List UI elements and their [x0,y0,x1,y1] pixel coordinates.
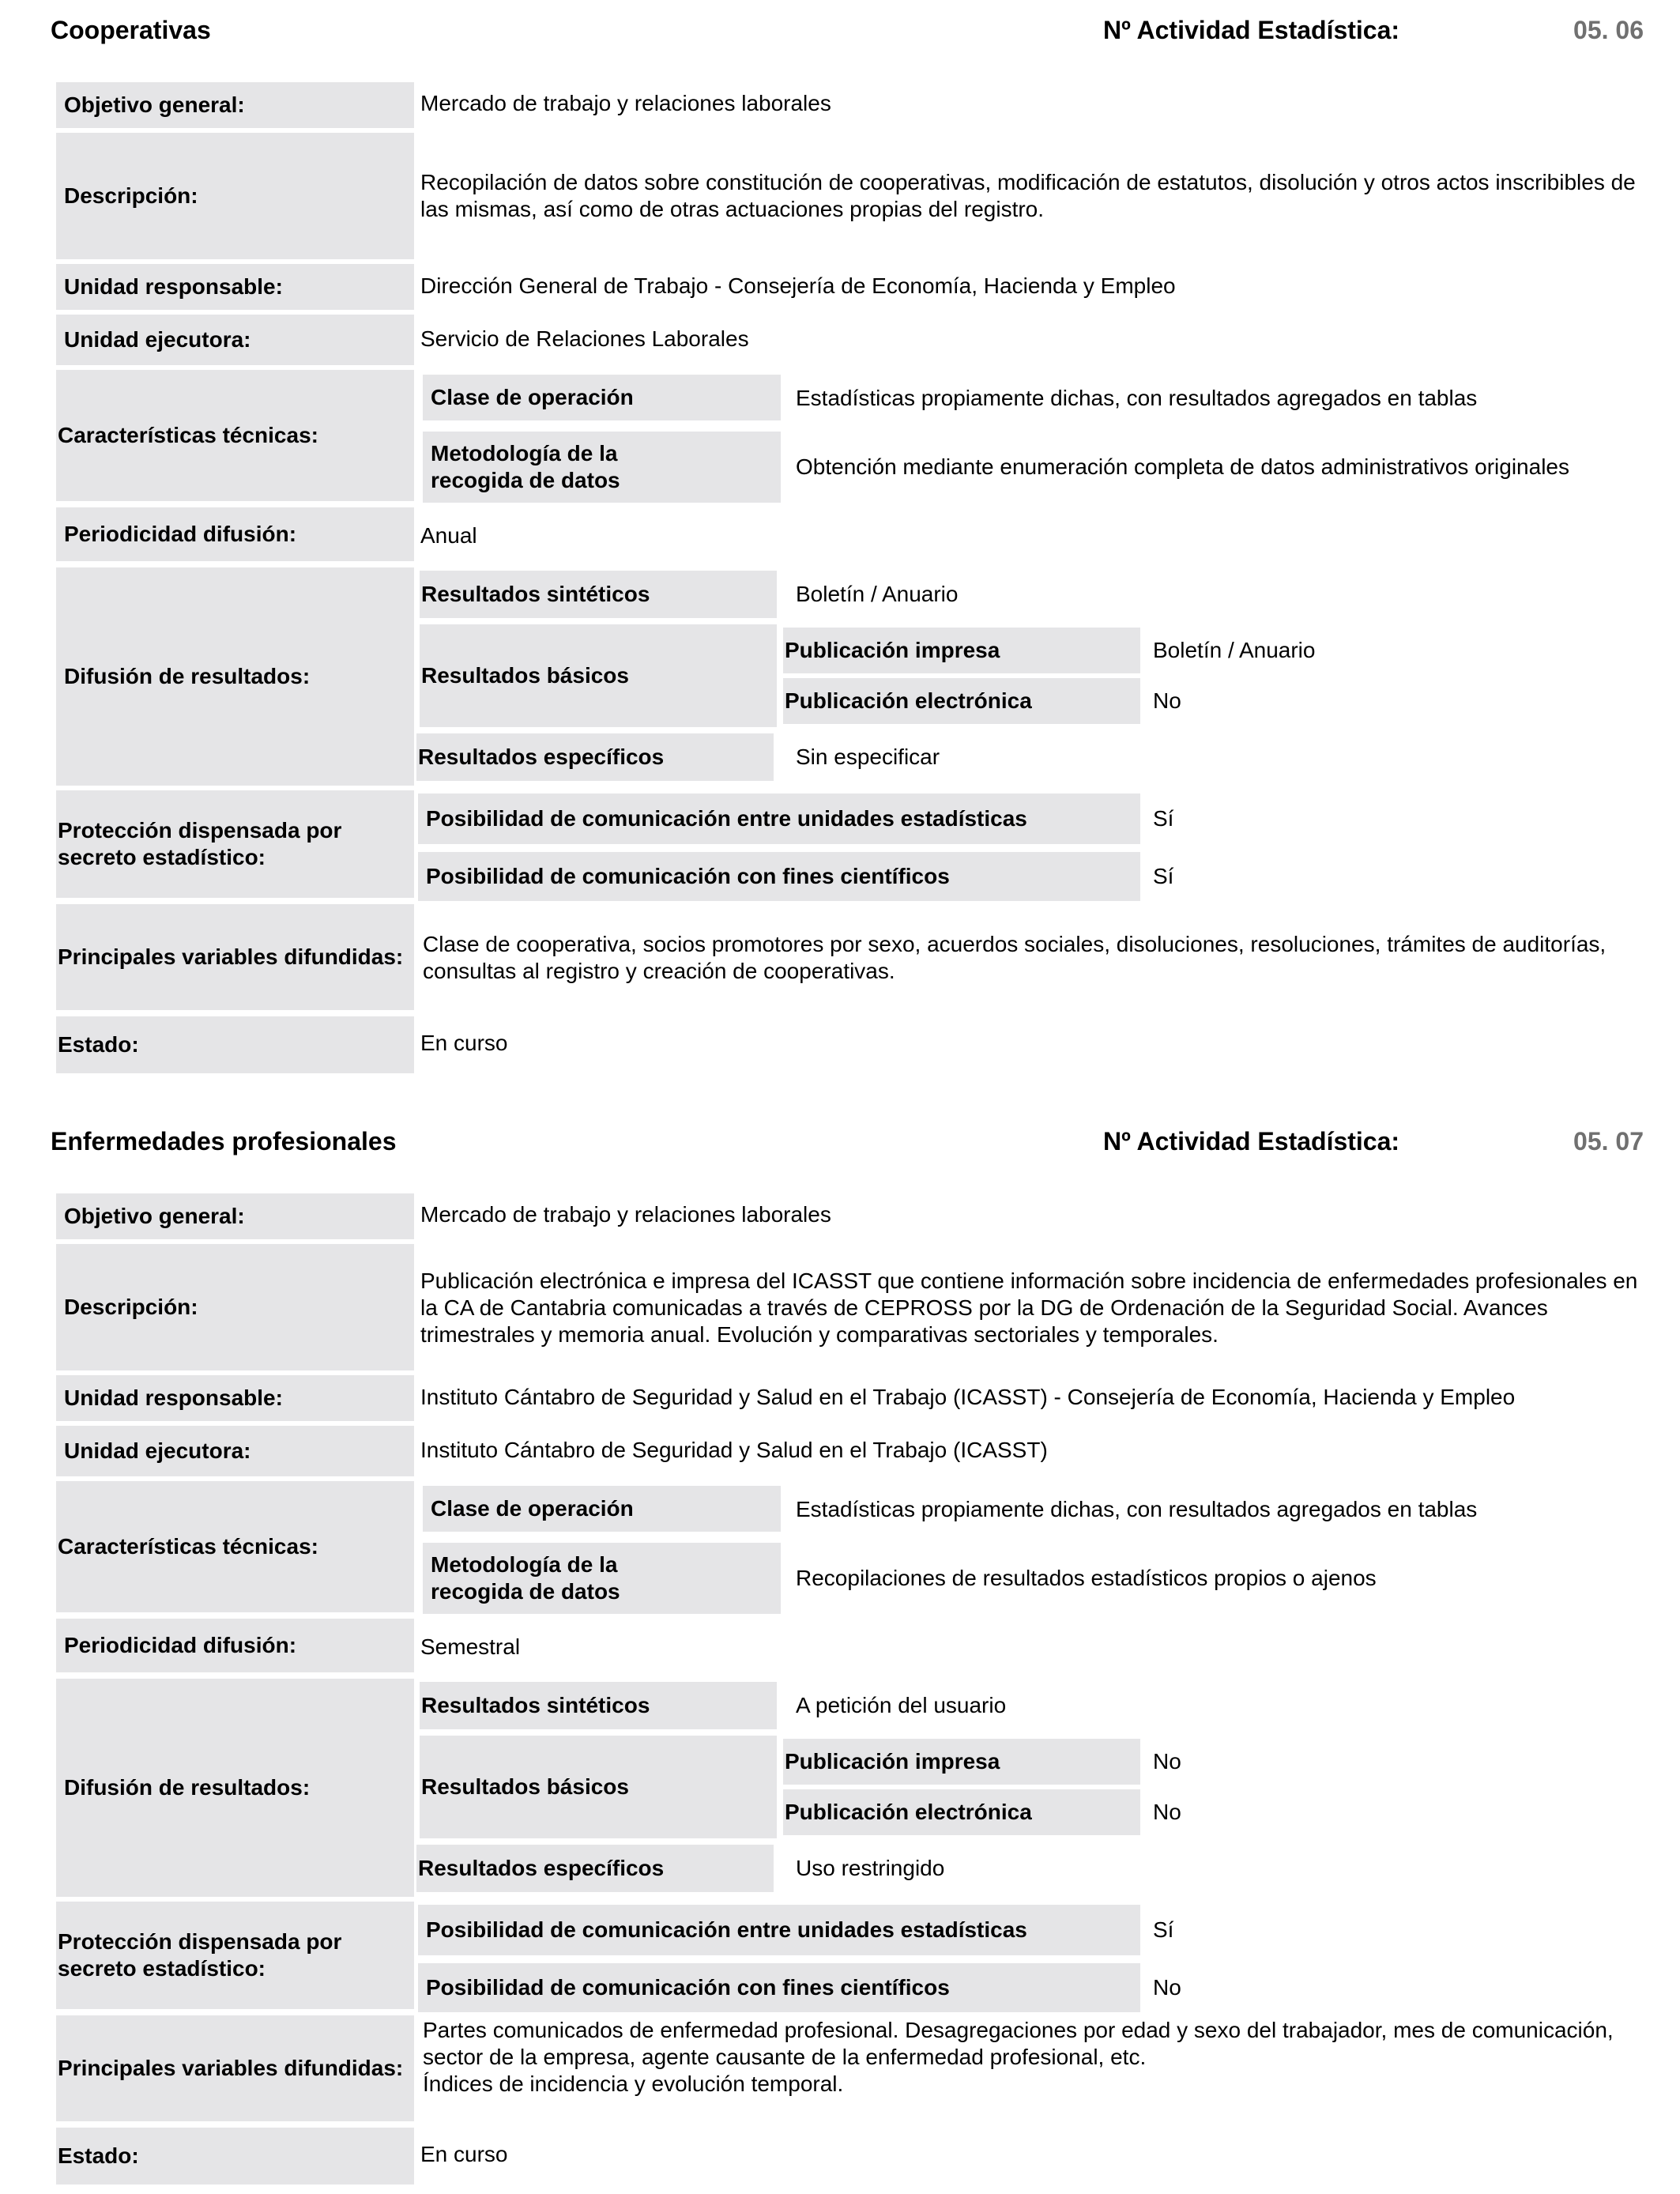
com-unidades-label: Posibilidad de comunicación entre unidades estadísticas [418,794,1140,844]
unidad-ejecutora-value: Instituto Cántabro de Seguridad y Salud en el Trabajo (ICASST) [420,1438,1048,1462]
clase-operacion-label: Clase de operación [423,1486,781,1532]
activity-number-label: Nº Actividad Estadística: [1103,16,1400,44]
section-title: Cooperativas [51,16,211,44]
estado-label: Estado: [56,1016,414,1073]
clase-operacion-label: Clase de operación [423,375,781,420]
unidad-responsable-label: Unidad responsable: [56,264,414,310]
periodicidad-value: Anual [420,523,477,548]
electronica-value: No [1153,1800,1181,1824]
metodologia-value: Recopilaciones de resultados estadísticos propios o ajenos [796,1566,1377,1590]
metodologia-label: Metodología de la recogida de datos [423,1543,781,1614]
clase-operacion-value: Estadísticas propiamente dichas, con resultados agregados en tablas [796,1497,1478,1521]
electronica-value: No [1153,688,1181,713]
descripcion-label: Descripción: [56,1244,414,1370]
clase-operacion-value: Estadísticas propiamente dichas, con resultados agregados en tablas [796,386,1478,410]
estado-label: Estado: [56,2128,414,2185]
section-title: Enfermedades profesionales [51,1127,397,1155]
impresa-value: Boletín / Anuario [1153,638,1316,662]
activity-number: 05. 06 [1573,16,1644,44]
com-cientificos-value: No [1153,1975,1181,2000]
unidad-ejecutora-label: Unidad ejecutora: [56,1426,414,1476]
com-cientificos-label: Posibilidad de comunicación con fines científicos [418,1963,1140,2012]
impresa-value: No [1153,1749,1181,1774]
especificos-value: Uso restringido [796,1856,945,1880]
objetivo-label: Objetivo general: [56,1193,414,1239]
objetivo-value: Mercado de trabajo y relaciones laborales [420,91,831,115]
variables-value: Partes comunicados de enfermedad profesional. Desagregaciones por edad y sexo del trabajador, mes de comunicación, sector de la empresa, agente causante de la enfermedad profesional, etc. Índices de incidencia y evolución temporal. [423,2018,1614,2096]
metodologia-label: Metodología de la recogida de datos [423,432,781,503]
especificos-label: Resultados específicos [416,1845,774,1892]
unidad-responsable-value: Instituto Cántabro de Seguridad y Salud en el Trabajo (ICASST) - Consejería de Economía, Hacienda y Empleo [420,1385,1516,1409]
com-cientificos-value: Sí [1153,864,1174,888]
variables-label: Principales variables difundidas: [56,2015,414,2121]
basicos-label: Resultados básicos [420,624,777,727]
electronica-label: Publicación electrónica [783,678,1140,724]
caracteristicas-label: Características técnicas: [56,1481,414,1612]
sinteticos-label: Resultados sintéticos [420,571,777,618]
estado-value: En curso [420,2142,508,2166]
especificos-label: Resultados específicos [416,733,774,781]
descripcion-label: Descripción: [56,133,414,259]
com-cientificos-label: Posibilidad de comunicación con fines científicos [418,852,1140,901]
variables-value: Clase de cooperativa, socios promotores por sexo, acuerdos sociales, disoluciones, resoluciones, trámites de auditorías, consultas al registro y creación de cooperativas. [423,932,1607,983]
com-unidades-value: Sí [1153,806,1174,831]
impresa-label: Publicación impresa [783,1739,1140,1785]
com-unidades-value: Sí [1153,1917,1174,1942]
variables-label: Principales variables difundidas: [56,904,414,1010]
estado-value: En curso [420,1031,508,1055]
especificos-value: Sin especificar [796,745,940,769]
metodologia-value: Obtención mediante enumeración completa de datos administrativos originales [796,454,1569,479]
periodicidad-value: Semestral [420,1634,521,1659]
objetivo-value: Mercado de trabajo y relaciones laborales [420,1202,831,1227]
objetivo-label: Objetivo general: [56,82,414,128]
unidad-responsable-label: Unidad responsable: [56,1375,414,1421]
descripcion-value: Recopilación de datos sobre constitución de cooperativas, modificación de estatutos, disolución y otros actos inscribibles de las mismas, así como de otras actuaciones propias del registro. [420,170,1636,221]
descripcion-value: Publicación electrónica e impresa del ICASST que contiene información sobre incidencia de enfermedades profesionales en la CA de Cantabria comunicadas a través de CEPROSS por la DG de Ordenación de la Seguridad Social. Avances trimestrales y memoria anual. Evolución y comparativas sectoriales y temporales. [420,1269,1638,1347]
activity-number-label: Nº Actividad Estadística: [1103,1127,1400,1155]
periodicidad-label: Periodicidad difusión: [56,507,414,561]
com-unidades-label: Posibilidad de comunicación entre unidades estadísticas [418,1905,1140,1955]
basicos-label: Resultados básicos [420,1736,777,1838]
sinteticos-label: Resultados sintéticos [420,1682,777,1729]
sinteticos-value: A petición del usuario [796,1693,1007,1717]
unidad-responsable-value: Dirección General de Trabajo - Consejería de Economía, Hacienda y Empleo [420,273,1176,298]
electronica-label: Publicación electrónica [783,1789,1140,1835]
difusion-label: Difusión de resultados: [56,567,414,786]
proteccion-label: Protección dispensada por secreto estadístico: [56,1902,414,2009]
proteccion-label: Protección dispensada por secreto estadístico: [56,790,414,898]
unidad-ejecutora-label: Unidad ejecutora: [56,315,414,365]
activity-number: 05. 07 [1573,1127,1644,1155]
sinteticos-value: Boletín / Anuario [796,582,959,606]
impresa-label: Publicación impresa [783,628,1140,673]
difusion-label: Difusión de resultados: [56,1679,414,1897]
periodicidad-label: Periodicidad difusión: [56,1619,414,1672]
caracteristicas-label: Características técnicas: [56,370,414,501]
unidad-ejecutora-value: Servicio de Relaciones Laborales [420,326,749,351]
